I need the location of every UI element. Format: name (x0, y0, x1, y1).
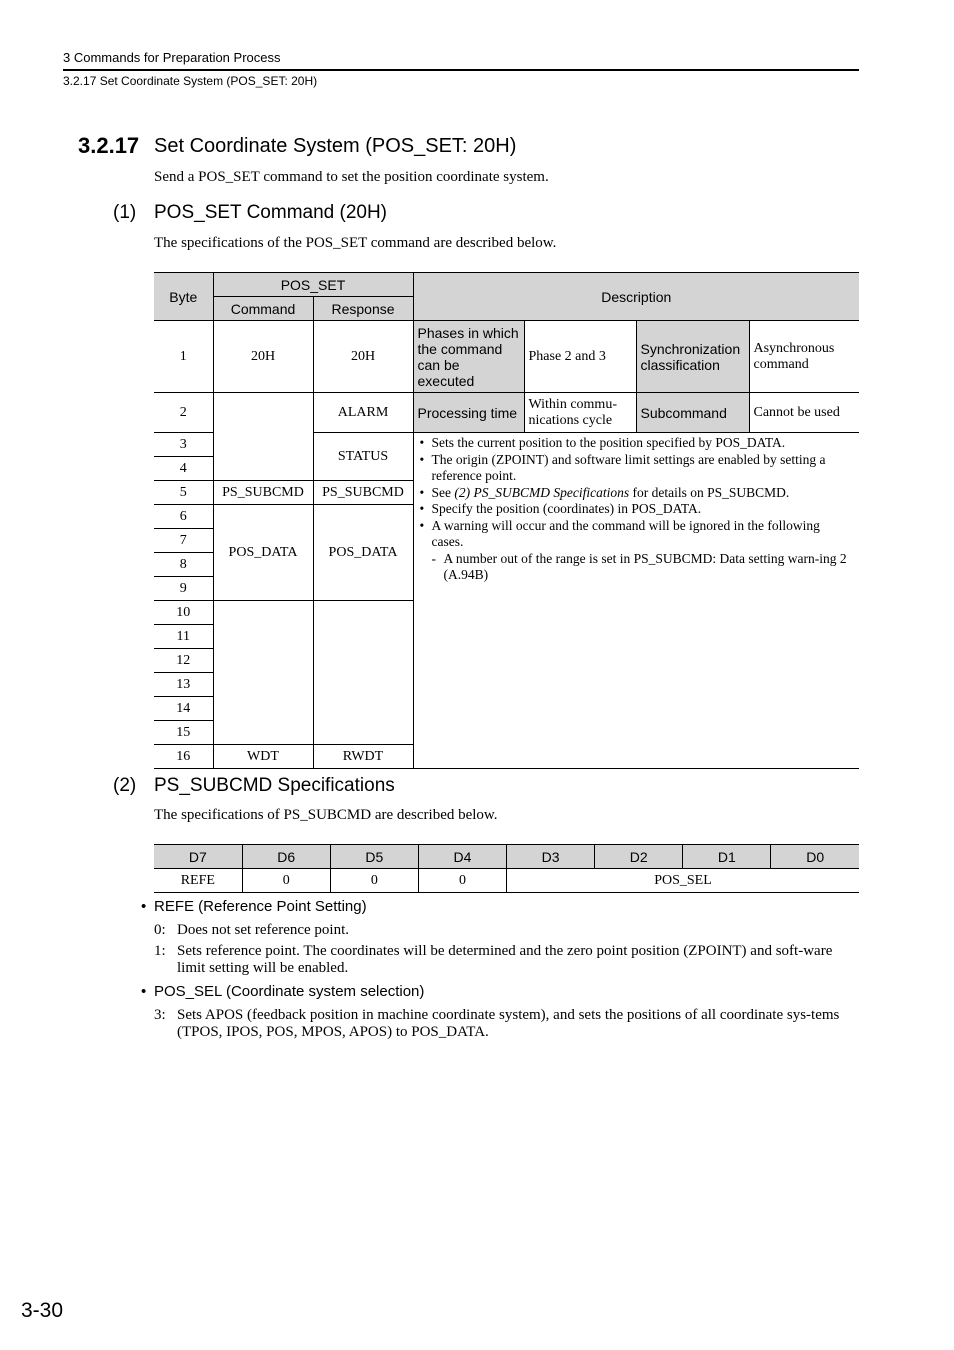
header-response: Response (313, 297, 413, 321)
byte-cell: 5 (154, 481, 213, 505)
bit-value: 0 (330, 869, 418, 893)
bit-header: D3 (507, 845, 595, 869)
running-header-chapter: 3 Commands for Preparation Process (63, 50, 281, 65)
subsection-1-text: The specifications of the POS_SET command are described below. (154, 235, 557, 251)
byte-cell: 6 (154, 505, 213, 529)
desc-bullet: • Specify the position (coordinates) in POS_DATA. (420, 501, 856, 518)
desc-bullet: • Sets the current position to the position specified by POS_DATA. (420, 435, 856, 452)
description-cell (413, 433, 859, 769)
refe-item-key: 0: (154, 922, 166, 938)
response-reserved-cell (313, 601, 413, 745)
command-empty-cell (213, 393, 313, 481)
refe-item-key: 1: (154, 943, 166, 959)
ps-subcmd-response-cell: PS_SUBCMD (313, 481, 413, 505)
pos-data-response-cell: POS_DATA (313, 505, 413, 601)
byte-cell: 2 (154, 393, 213, 433)
section-number: 3.2.17 (78, 133, 140, 158)
header-description: Description (413, 273, 859, 321)
bit-header: D7 (154, 845, 242, 869)
sync-class-label: Synchronization classification (636, 321, 749, 393)
desc-text: for details on PS_SUBCMD. (629, 484, 790, 500)
status-cell: STATUS (313, 433, 413, 481)
ps-subcmd-bit-table (154, 844, 859, 893)
byte-cell: 8 (154, 553, 213, 577)
bit-header: D1 (683, 845, 771, 869)
byte-cell: 11 (154, 625, 213, 649)
header-command: Command (213, 297, 313, 321)
bullet-glyph: • (141, 983, 147, 1000)
subcommand-label: Subcommand (636, 393, 749, 433)
desc-bullet: • A warning will occur and the command will be ignored in the following cases. (420, 518, 856, 551)
subsection-2-title: PS_SUBCMD Specifications (154, 775, 395, 796)
subsection-1-title: POS_SET Command (20H) (154, 202, 388, 223)
byte-cell: 7 (154, 529, 213, 553)
bit-value: 0 (242, 869, 330, 893)
bit-value-pos-sel: POS_SEL (507, 869, 860, 893)
header-byte: Byte (154, 273, 213, 321)
wdt-cell: WDT (213, 745, 313, 769)
alarm-cell: ALARM (313, 393, 413, 433)
byte-cell: 9 (154, 577, 213, 601)
rwdt-cell: RWDT (313, 745, 413, 769)
byte-cell: 3 (154, 433, 213, 457)
pos-sel-title: POS_SEL (Coordinate system selection) (154, 983, 425, 1000)
byte-cell: 10 (154, 601, 213, 625)
bit-value: 0 (418, 869, 506, 893)
byte-cell: 13 (154, 673, 213, 697)
header-pos-set: POS_SET (213, 273, 413, 297)
sync-class-value: Asynchronous command (749, 321, 859, 393)
pos-sel-item-0 (154, 1007, 859, 1041)
byte-cell: 12 (154, 649, 213, 673)
pos-sel-item-text: Sets APOS (feedback position in machine coordinate system), and sets the positions of all coordinate sys-tems (TPOS, IPOS, POS, MPOS, APOS) to POS_DATA. (177, 1007, 840, 1040)
desc-subitem: - A number out of the range is set in PS_SUBCMD: Data setting warn-ing 2 (A.94B) (420, 551, 856, 584)
phases-value: Phase 2 and 3 (524, 321, 636, 393)
subcommand-value: Cannot be used (749, 393, 859, 433)
bullet-glyph: • (141, 898, 147, 915)
bit-header: D5 (330, 845, 418, 869)
bit-header: D2 (595, 845, 683, 869)
bit-header: D4 (418, 845, 506, 869)
pos-set-command-table (154, 272, 859, 769)
subsection-2-number: (2) (113, 775, 137, 796)
byte-cell: 14 (154, 697, 213, 721)
byte-cell: 15 (154, 721, 213, 745)
byte-cell: 16 (154, 745, 213, 769)
refe-item-0 (154, 922, 859, 939)
header-rule (63, 69, 859, 71)
byte-cell: 1 (154, 321, 213, 393)
page-number: 3-30 (21, 1299, 64, 1322)
subsection-1-number: (1) (113, 202, 137, 223)
section-title: Set Coordinate System (POS_SET: 20H) (154, 135, 517, 157)
pos-sel-item-key: 3: (154, 1007, 166, 1023)
processing-time-label: Processing time (413, 393, 524, 433)
phases-label: Phases in which the command can be executed (413, 321, 524, 393)
running-header-section: 3.2.17 Set Coordinate System (POS_SET: 20H) (63, 74, 318, 88)
section-intro: Send a POS_SET command to set the position coordinate system. (154, 169, 549, 185)
response-code-cell: 20H (313, 321, 413, 393)
bit-header: D6 (242, 845, 330, 869)
desc-bullet (420, 485, 856, 502)
subsection-2-text: The specifications of PS_SUBCMD are described below. (154, 807, 498, 823)
pos-data-command-cell: POS_DATA (213, 505, 313, 601)
bit-value-refe: REFE (154, 869, 242, 893)
desc-cross-reference: (2) PS_SUBCMD Specifications (454, 484, 630, 500)
desc-bullet: • The origin (ZPOINT) and software limit settings are enabled by setting a reference point. (420, 452, 856, 485)
refe-item-1 (154, 943, 859, 977)
ps-subcmd-command-cell: PS_SUBCMD (213, 481, 313, 505)
refe-item-text: Does not set reference point. (177, 922, 350, 938)
command-code-cell: 20H (213, 321, 313, 393)
bit-header: D0 (771, 845, 859, 869)
refe-title: REFE (Reference Point Setting) (154, 898, 367, 915)
refe-item-text: Sets reference point. The coordinates will be determined and the zero point position (ZPOINT) and soft-ware limit setting will be enabled. (177, 943, 833, 976)
byte-cell: 4 (154, 457, 213, 481)
desc-text: See (431, 484, 455, 500)
processing-time-value: Within commu-nications cycle (524, 393, 636, 433)
command-reserved-cell (213, 601, 313, 745)
